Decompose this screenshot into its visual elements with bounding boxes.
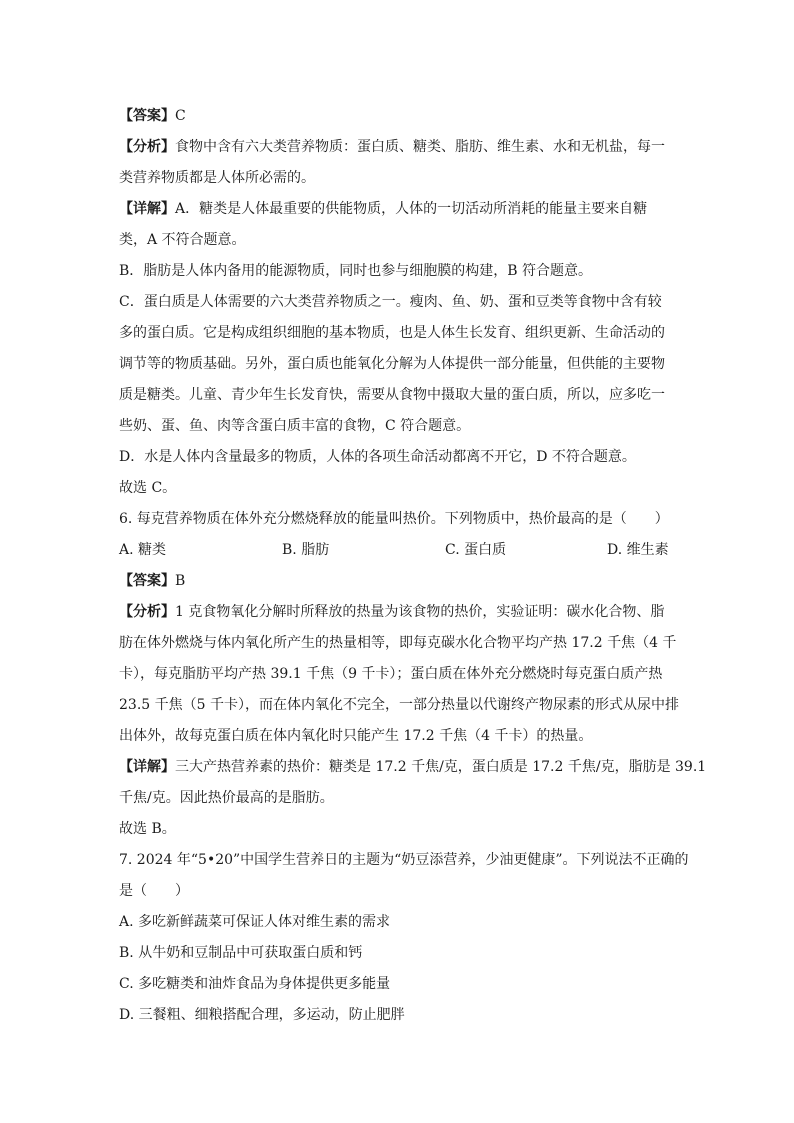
line-text: 类营养物质都是人体所必需的。 — [119, 170, 315, 186]
line-text: A. 多吃新鲜蔬菜可保证人体对维生素的需求 — [119, 914, 391, 930]
text-line — [119, 473, 685, 504]
text-line — [119, 1000, 685, 1031]
text-line — [119, 194, 685, 225]
text-line — [119, 969, 685, 1000]
line-text: D. 三餐粗、细粮搭配合理，多运动，防止肥胖 — [119, 1007, 405, 1023]
line-text: C — [175, 108, 186, 124]
text-line — [119, 628, 685, 659]
line-text: A．糖类是人体最重要的供能物质，人体的一切活动所消耗的能量主要来自糖 — [175, 201, 648, 217]
line-text: 肪在体外燃烧与体内氧化所产生的热量相等，即每克碳水化合物平均产热 17.2 千焦（4 千 — [119, 635, 677, 651]
text-line — [119, 876, 685, 907]
line-text: 23.5 千焦（5 千卡），而在体内氧化不完全，一部分热量以代谢终产物尿素的形式从尿中排 — [119, 697, 679, 713]
text-line — [119, 442, 685, 473]
text-line — [119, 845, 689, 876]
text-line — [119, 411, 685, 442]
text-line — [119, 163, 685, 194]
option-c: C. 蛋白质 — [445, 542, 507, 558]
line-text: 7. 2024 年“5•20”中国学生营养日的主题为“奶豆添营养，少油更健康”。下列说法不正确的 — [119, 852, 689, 868]
text-line — [119, 690, 685, 721]
text-line — [119, 349, 685, 380]
text-line — [119, 659, 685, 690]
line-text: 出体外，故每克蛋白质在体内氧化时只能产生 17.2 千焦（4 千卡）的热量。 — [119, 728, 593, 744]
line-text: D．水是人体内含量最多的物质，人体的各项生命活动都离不开它，D 不符合题意。 — [119, 449, 636, 465]
text-line — [119, 907, 685, 938]
line-text: B．脂肪是人体内备用的能源物质，同时也参与细胞膜的构建，B 符合题意。 — [119, 263, 593, 279]
option-a: A. 糖类 — [119, 542, 167, 558]
line-text: 是（ ） — [119, 883, 189, 899]
line-text: 6. 每克营养物质在体外充分燃烧释放的能量叫热价。下列物质中，热价最高的是（ ） — [119, 511, 669, 527]
section-label: 【分析】 — [119, 139, 175, 155]
section-label: 【答案】 — [119, 573, 175, 589]
line-text: 卡），每克脂肪平均产热 39.1 千焦（9 千卡）；蛋白质在体外充分燃烧时每克蛋白质产热 — [119, 666, 663, 682]
text-line — [119, 132, 685, 163]
document-page — [119, 101, 707, 1031]
line-text: 千焦/克。因此热价最高的是脂肪。 — [119, 790, 334, 806]
line-text: 1 克食物氧化分解时所释放的热量为该食物的热价，实验证明：碳水化合物、脂 — [175, 604, 665, 620]
text-line — [119, 380, 685, 411]
text-line — [119, 225, 685, 256]
option-b: B. 脂肪 — [282, 542, 330, 558]
section-label: 【答案】 — [119, 108, 175, 124]
text-line — [119, 566, 685, 597]
question-5-solution-and-question-6 — [119, 101, 685, 535]
line-text: 调节等的物质基础。另外，蛋白质也能氧化分解为人体提供一部分能量，但供能的主要物 — [119, 356, 665, 372]
line-text: B. 从牛奶和豆制品中可获取蛋白质和钙 — [119, 945, 363, 961]
text-line — [119, 814, 685, 845]
line-text: 质是糖类。儿童、青少年生长发育快，需要从食物中摄取大量的蛋白质，所以，应多吃一 — [119, 387, 665, 403]
text-line — [119, 504, 685, 535]
text-line — [119, 721, 685, 752]
line-text: C．蛋白质是人体需要的六大类营养物质之一。瘦肉、鱼、奶、蛋和豆类等食物中含有较 — [119, 294, 662, 310]
section-label: 【详解】 — [119, 201, 175, 217]
line-text: 类，A 不符合题意。 — [119, 232, 246, 248]
question-6-solution-and-question-7 — [119, 566, 707, 1031]
text-line — [119, 256, 685, 287]
question-6-options — [119, 535, 685, 566]
text-line — [119, 938, 685, 969]
text-line — [119, 783, 685, 814]
option-d: D. 维生素 — [607, 542, 669, 558]
line-text: 故选 C。 — [119, 480, 177, 496]
text-line — [119, 318, 685, 349]
line-text: 多的蛋白质。它是构成组织细胞的基本物质，也是人体生长发育、组织更新、生命活动的 — [119, 325, 665, 341]
text-line — [119, 101, 685, 132]
line-text: B — [175, 573, 186, 589]
text-line — [119, 287, 685, 318]
line-text: 食物中含有六大类营养物质：蛋白质、糖类、脂肪、维生素、水和无机盐，每一 — [175, 139, 665, 155]
line-text: 三大产热营养素的热价：糖类是 17.2 千焦/克，蛋白质是 17.2 千焦/克，脂肪是 39.1 — [175, 759, 707, 775]
line-text: 故选 B。 — [119, 821, 176, 837]
section-label: 【详解】 — [119, 759, 175, 775]
line-text: C. 多吃糖类和油炸食品为身体提供更多能量 — [119, 976, 391, 992]
section-label: 【分析】 — [119, 604, 175, 620]
line-text: 些奶、蛋、鱼、肉等含蛋白质丰富的食物，C 符合题意。 — [119, 418, 471, 434]
text-line — [119, 597, 685, 628]
text-line — [119, 752, 707, 783]
